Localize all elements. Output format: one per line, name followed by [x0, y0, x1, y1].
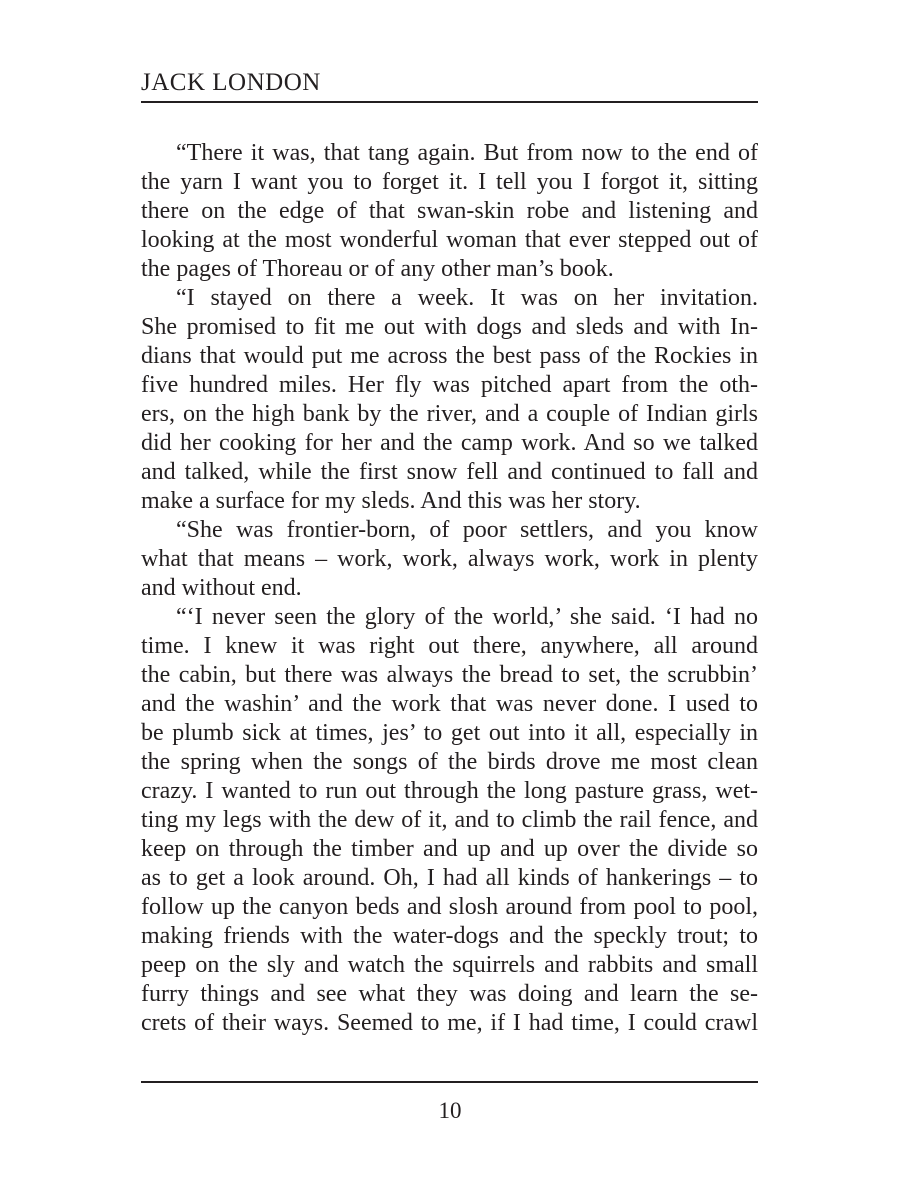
paragraph [141, 603, 758, 1038]
text-line: dians that would put me across the best pass of the Rockies in [141, 343, 758, 369]
text-line: She promised to fit me out with dogs and sleds and with In- [141, 314, 758, 340]
text-line: “‘I never seen the glory of the world,’ she said. ‘I had no [176, 604, 758, 630]
text-line: furry things and see what they was doing and learn the se- [141, 981, 758, 1007]
text-line: did her cooking for her and the camp work. And so we talked [141, 430, 758, 456]
header-rule [141, 101, 758, 103]
text-line: ting my legs with the dew of it, and to climb the rail fence, and [141, 807, 758, 833]
text-line: follow up the canyon beds and slosh around from pool to pool, [141, 894, 758, 920]
text-line: the pages of Thoreau or of any other man’s book. [141, 256, 614, 282]
text-line: make a surface for my sleds. And this was her story. [141, 488, 641, 514]
text-line: “She was frontier-born, of poor settlers, and you know [176, 517, 758, 543]
text-line: be plumb sick at times, jes’ to get out into it all, especially in [141, 720, 758, 746]
text-line: and talked, while the first snow fell and continued to fall and [141, 459, 758, 485]
running-head: JACK LONDON [141, 69, 321, 96]
paragraph [141, 284, 758, 516]
page-number: 10 [438, 1098, 462, 1123]
footer-rule [141, 1081, 758, 1083]
text-line: as to get a look around. Oh, I had all kinds of hankerings – to [141, 865, 758, 891]
text-line: looking at the most wonderful woman that ever stepped out of [141, 227, 758, 253]
text-line: the spring when the songs of the birds drove me most clean [141, 749, 758, 775]
text-line: crets of their ways. Seemed to me, if I had time, I could crawl [141, 1010, 758, 1036]
text-line: time. I knew it was right out there, anywhere, all around [141, 633, 758, 659]
text-line: and the washin’ and the work that was never done. I used to [141, 691, 758, 717]
text-line: the cabin, but there was always the bread to set, the scrubbin’ [141, 662, 758, 688]
text-line: there on the edge of that swan-skin robe and listening and [141, 198, 758, 224]
text-line: five hundred miles. Her fly was pitched apart from the oth- [141, 372, 758, 398]
body-text [141, 139, 758, 1038]
text-line: ers, on the high bank by the river, and a couple of Indian girls [141, 401, 758, 427]
text-line: and without end. [141, 575, 302, 601]
text-line: keep on through the timber and up and up over the divide so [141, 836, 758, 862]
text-line: “I stayed on there a week. It was on her invitation. [176, 285, 758, 311]
text-line: making friends with the water-dogs and the speckly trout; to [141, 923, 758, 949]
text-line: what that means – work, work, always work, work in plenty [141, 546, 758, 572]
paragraph [141, 516, 758, 603]
text-line: “There it was, that tang again. But from now to the end of [176, 140, 758, 166]
text-line: crazy. I wanted to run out through the long pasture grass, wet- [141, 778, 758, 804]
paragraph [141, 139, 758, 284]
text-line: peep on the sly and watch the squirrels and rabbits and small [141, 952, 758, 978]
text-line: the yarn I want you to forget it. I tell you I forgot it, sitting [141, 169, 758, 195]
